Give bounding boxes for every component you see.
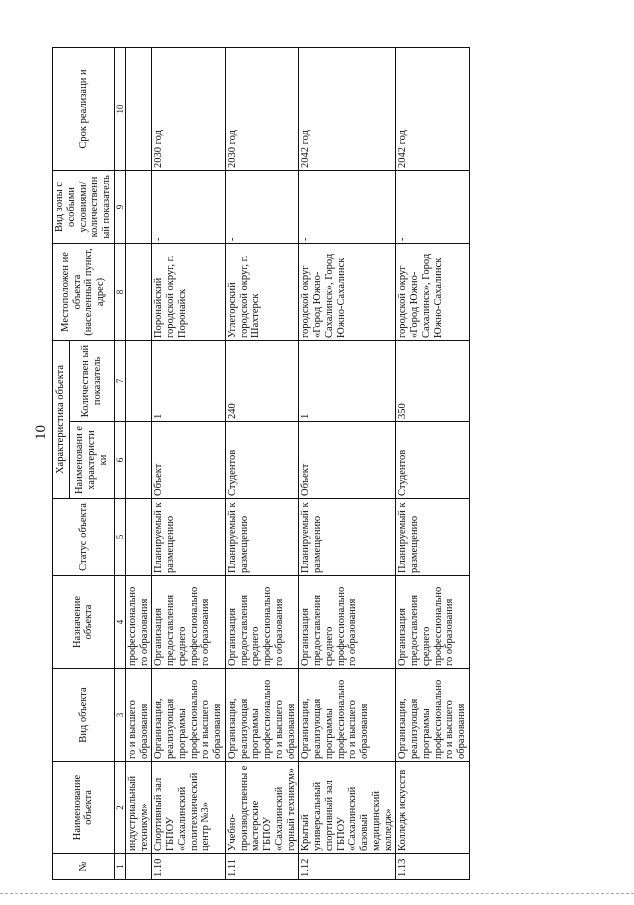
cell-term: 2030 год — [225, 48, 299, 171]
cell-purpose: Организация предоставления среднего профессионально го образования — [299, 576, 396, 669]
cell-kind: Организация, реализующая программы профессионально го и высшего образования — [396, 669, 470, 762]
cell-term: 2030 год — [152, 48, 226, 171]
rotated-page-content — [52, 48, 498, 880]
cell-num: 1.12 — [299, 854, 396, 880]
column-number: 8 — [114, 244, 125, 341]
table-row — [225, 48, 299, 880]
page-number: 10 — [33, 425, 49, 440]
cell-zone — [125, 171, 152, 244]
column-number: 5 — [114, 499, 125, 576]
cell-name: индустриальный техникум» — [125, 762, 152, 854]
header-row-1 — [53, 48, 70, 880]
header-location: Местоположен ие объекта (населенный пункт, адрес) — [53, 244, 115, 341]
header-char-name: Наименовани е характеристи ки — [70, 422, 115, 499]
cell-term: 2042 год — [299, 48, 396, 171]
column-number: 1 — [114, 854, 125, 880]
cell-char-name: Студентов — [396, 422, 470, 499]
cell-status — [125, 499, 152, 576]
cell-term: 2042 год — [396, 48, 470, 171]
cell-char-value: 1 — [299, 341, 396, 422]
cell-char-name — [125, 422, 152, 499]
cell-zone: - — [299, 171, 396, 244]
header-purpose: Назначение объекта — [53, 576, 115, 669]
header-term: Срок реализаци и — [53, 48, 115, 171]
cell-char-value — [125, 341, 152, 422]
cell-purpose: Организация предоставления среднего профессионально го образования — [152, 576, 226, 669]
cell-char-name: Объект — [299, 422, 396, 499]
cell-status: Планируемый к размещению — [225, 499, 299, 576]
header-num: № — [53, 854, 115, 880]
cell-char-value: 1 — [152, 341, 226, 422]
column-number: 2 — [114, 762, 125, 854]
header-characteristics: Характеристика объекта — [53, 341, 70, 499]
cell-location: Углегорский городской округ, г. Шахтерск — [225, 244, 299, 341]
cell-num: 1.13 — [396, 854, 470, 880]
column-number-row — [114, 48, 125, 880]
cell-name: Учебно-производственны е мастерские ГБПОУ «Сахалинский горный техникум» — [225, 762, 299, 854]
cell-location — [125, 244, 152, 341]
column-number: 3 — [114, 669, 125, 762]
cell-kind: Организация, реализующая программы профессионально го и высшего образования — [299, 669, 396, 762]
cell-num — [125, 854, 152, 880]
objects-table — [52, 47, 470, 880]
cell-zone: - — [396, 171, 470, 244]
header-status: Статус объекта — [53, 499, 115, 576]
cell-location: городской округ «Город Южно-Сахалинск», Город Южно-Сахалинск — [396, 244, 470, 341]
column-number: 6 — [114, 422, 125, 499]
cell-kind: Организация, реализующая программы профессионально го и высшего образования — [152, 669, 226, 762]
cell-location: Поронайский городской округ, г. Поронайск — [152, 244, 226, 341]
cell-name: Крытый универсальный спортивный зал ГБПОУ «Сахалинский базовый медицинский колледж» — [299, 762, 396, 854]
header-zone: Вид зоны с особыми условиями/ количественн ый показатель — [53, 171, 115, 244]
header-kind: Вид объекта — [53, 669, 115, 762]
cell-kind: го и высшего образования — [125, 669, 152, 762]
cell-name: Колледж искусств — [396, 762, 470, 854]
cell-num: 1.10 — [152, 854, 226, 880]
cell-location: городской округ «Город Южно-Сахалинск», Город Южно-Сахалинск — [299, 244, 396, 341]
table-row — [396, 48, 470, 880]
cell-zone: - — [152, 171, 226, 244]
cell-status: Планируемый к размещению — [396, 499, 470, 576]
cell-char-value: 240 — [225, 341, 299, 422]
table-row — [125, 48, 152, 880]
column-number: 7 — [114, 341, 125, 422]
cell-num: 1.11 — [225, 854, 299, 880]
cell-purpose: профессионально го образования — [125, 576, 152, 669]
cell-term — [125, 48, 152, 171]
scan-edge-line — [0, 893, 634, 896]
cell-status: Планируемый к размещению — [152, 499, 226, 576]
cell-kind: Организация, реализующая программы профессионально го и высшего образования — [225, 669, 299, 762]
header-name: Наименование объекта — [53, 762, 115, 854]
column-number: 9 — [114, 171, 125, 244]
column-number: 4 — [114, 576, 125, 669]
cell-status: Планируемый к размещению — [299, 499, 396, 576]
cell-char-value: 350 — [396, 341, 470, 422]
cell-char-name: Объект — [152, 422, 226, 499]
cell-purpose: Организация предоставления среднего профессионально го образования — [396, 576, 470, 669]
cell-purpose: Организация предоставления среднего профессионально го образования — [225, 576, 299, 669]
cell-name: Спортивный зал ГБПОУ «Сахалинский политехнический центр №3» — [152, 762, 226, 854]
cell-char-name: Студентов — [225, 422, 299, 499]
table-row — [152, 48, 226, 880]
table-row — [299, 48, 396, 880]
cell-zone: - — [225, 171, 299, 244]
header-char-value: Количествен ый показатель — [70, 341, 115, 422]
column-number: 10 — [114, 48, 125, 171]
